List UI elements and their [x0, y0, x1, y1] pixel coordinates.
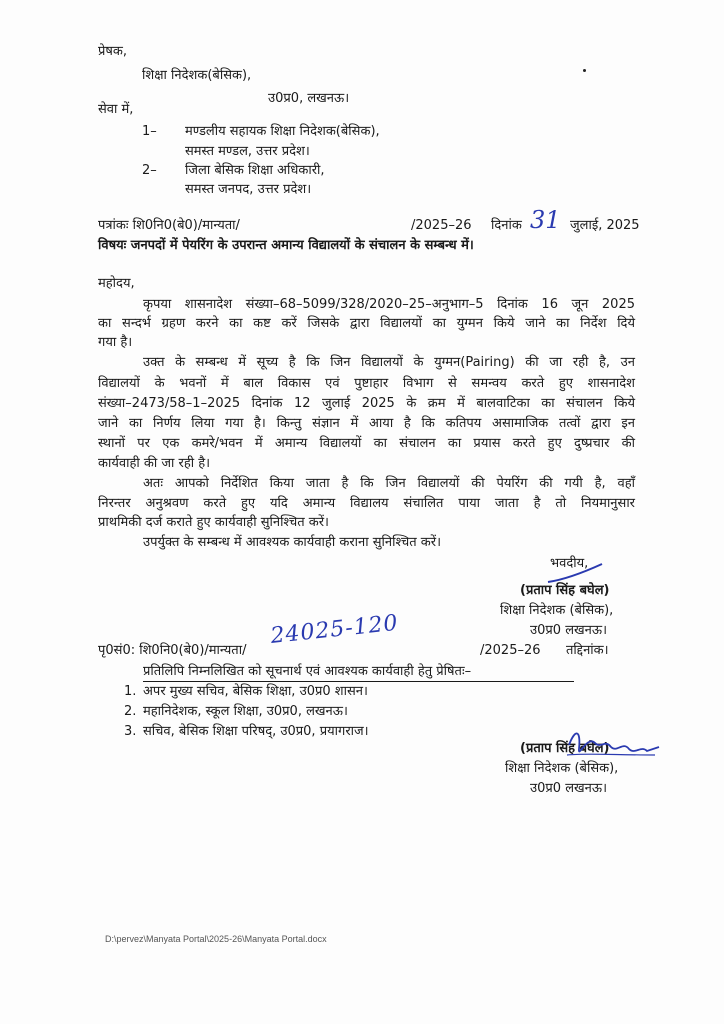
- para2-line5: स्थानों पर एक कमरे/भवन में अमान्य विद्यालयों का संचालन का प्रयास करते हुए दुष्प्रचार की: [98, 436, 635, 451]
- footer-file-path: D:\pervez\Manyata Portal\2025-26\Manyata Portal.docx: [105, 934, 327, 944]
- para2-line4: जाने का निर्णय लिया गया है। किन्तु संज्ञान में आया है कि कतिपय असामाजिक तत्वों द्वारा इन: [98, 416, 635, 431]
- copy-item-2-number: 2.: [124, 704, 137, 719]
- para2-line6: कार्यवाही की जा रही है।: [98, 456, 211, 471]
- closing-name: (प्रताप सिंह बघेल): [520, 583, 610, 598]
- copy-reference: पृ0सं0: शि0नि0(बे0)/मान्यता/: [98, 643, 247, 658]
- copy-year: /2025–26: [480, 643, 541, 658]
- copy-item-3: सचिव, बेसिक शिक्षा परिषद्, उ0प्र0, प्रयागराज।: [143, 724, 369, 739]
- recipient-1-number: 1–: [142, 124, 157, 139]
- copy-item-1: अपर मुख्य सचिव, बेसिक शिक्षा, उ0प्र0 शासन।: [143, 684, 368, 699]
- para2-line1: उक्त के सम्बन्ध में सूच्य है कि जिन विद्यालयों के युग्मन(Pairing) की जा रही है, उन: [143, 355, 635, 370]
- reference-number: पत्रांकः शि0नि0(बे0)/मान्यता/: [98, 218, 240, 233]
- para3-line2: निरन्तर अनुश्रवण करते हुए यदि अमान्य विद्यालय संचालित पाया जाता है तो नियमानुसार: [98, 496, 635, 511]
- date-label: दिनांक: [491, 218, 522, 233]
- recipients-label: सेवा में,: [98, 102, 134, 117]
- copy-intro-underline: [143, 681, 574, 682]
- salutation: महोदय,: [98, 276, 135, 291]
- recipient-2-line2: समस्त जनपद, उत्तर प्रदेश।: [185, 182, 312, 197]
- para2-line2: विद्यालयों के भवनों में बाल विकास एवं पुष्टाहार विभाग से समन्वय करते हुए शासनादेश: [98, 376, 635, 391]
- para1-line3: गया है।: [98, 335, 133, 350]
- sender-place: उ0प्र0, लखनऊ।: [268, 91, 350, 106]
- copy-item-1-number: 1.: [124, 684, 137, 699]
- copy-intro: प्रतिलिपि निम्नलिखित को सूचनार्थ एवं आवश्यक कार्यवाही हेतु प्रेषितः–: [143, 664, 472, 679]
- handwritten-dispatch-number: 24025-120: [269, 610, 400, 649]
- handwritten-date-day: 31: [530, 206, 561, 234]
- copy-item-3-number: 3.: [124, 724, 137, 739]
- recipient-1-line1: मण्डलीय सहायक शिक्षा निदेशक(बेसिक),: [185, 124, 380, 139]
- recipient-2-number: 2–: [142, 163, 157, 178]
- closing-bhavdiya: भवदीय,: [550, 556, 589, 571]
- subject-line: विषयः जनपदों में पेयरिंग के उपरान्त अमान्य विद्यालयों के संचालन के सम्बन्ध में।: [98, 238, 474, 253]
- scan-speck: [583, 69, 586, 72]
- closing-place: उ0प्र0 लखनऊ।: [530, 623, 607, 638]
- closing2-place: उ0प्र0 लखनऊ।: [530, 781, 607, 796]
- closing-title: शिक्षा निदेशक (बेसिक),: [500, 603, 614, 618]
- para4: उपर्युक्त के सम्बन्ध में आवश्यक कार्यवाही कराना सुनिश्चित करें।: [143, 535, 441, 550]
- copy-tad-dinank: तद्दिनांक।: [566, 643, 609, 658]
- recipient-2-line1: जिला बेसिक शिक्षा अधिकारी,: [185, 163, 325, 178]
- copy-item-2: महानिदेशक, स्कूल शिक्षा, उ0प्र0, लखनऊ।: [143, 704, 348, 719]
- date-month-year: जुलाई, 2025: [570, 218, 640, 233]
- sender-name: शिक्षा निदेशक(बेसिक),: [142, 68, 252, 83]
- para1-line1: कृपया शासनादेश संख्या–68–5099/328/2020–25–अनुभाग–5 दिनांक 16 जून 2025: [143, 297, 635, 312]
- para2-line3: संख्या–2473/58–1–2025 दिनांक 12 जुलाई 2025 के क्रम में बालवाटिका का संचालन किये: [98, 396, 635, 411]
- reference-year: /2025–26: [411, 218, 472, 233]
- para3-line3: प्राथमिकी दर्ज कराते हुए कार्यवाही सुनिश्चित करें।: [98, 515, 329, 530]
- para1-line2: का सन्दर्भ ग्रहण करने का कष्ट करें जिसके द्वारा विद्यालयों का युग्मन किये जाने का निर्देश दिये: [98, 316, 635, 331]
- sender-label: प्रेषक,: [98, 44, 128, 59]
- closing2-name: (प्रताप सिंह बघेल): [520, 741, 610, 756]
- recipient-1-line2: समस्त मण्डल, उत्तर प्रदेश।: [185, 144, 310, 159]
- closing2-title: शिक्षा निदेशक (बेसिक),: [505, 761, 619, 776]
- para3-line1: अतः आपको निर्देशित किया जाता है कि जिन विद्यालयों की पेयरिंग की गयी है, वहाँ: [143, 476, 635, 491]
